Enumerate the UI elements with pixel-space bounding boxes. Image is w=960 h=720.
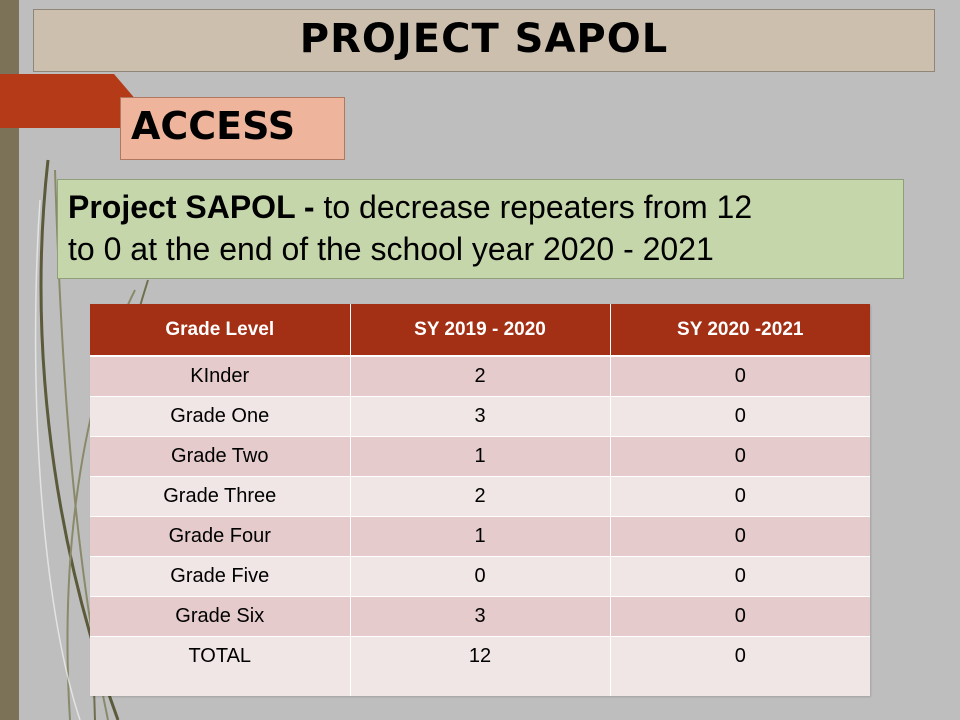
cell-total-2020-2021: 0 — [610, 637, 870, 697]
header-grade-level: Grade Level — [90, 304, 350, 356]
cell-sy-2020-2021: 0 — [610, 557, 870, 597]
title-banner — [33, 9, 935, 72]
cell-sy-2019-2020: 1 — [350, 517, 610, 557]
header-sy-2019-2020: SY 2019 - 2020 — [350, 304, 610, 356]
description-box — [57, 179, 904, 279]
description-line1: to decrease repeaters from 12 — [314, 189, 753, 225]
table-row — [90, 557, 870, 597]
cell-sy-2020-2021: 0 — [610, 397, 870, 437]
description-line2: to 0 at the end of the school year 2020 - 2021 — [68, 231, 714, 267]
cell-grade: Grade Two — [90, 437, 350, 477]
table-row — [90, 517, 870, 557]
cell-sy-2019-2020: 3 — [350, 597, 610, 637]
cell-grade: Grade Five — [90, 557, 350, 597]
cell-sy-2020-2021: 0 — [610, 477, 870, 517]
table-row — [90, 597, 870, 637]
cell-sy-2020-2021: 0 — [610, 437, 870, 477]
cell-sy-2019-2020: 2 — [350, 356, 610, 397]
section-label-box — [120, 97, 345, 160]
table-header-row — [90, 304, 870, 356]
header-sy-2020-2021: SY 2020 -2021 — [610, 304, 870, 356]
repeaters-table — [90, 304, 870, 696]
cell-sy-2019-2020: 1 — [350, 437, 610, 477]
cell-grade: Grade Six — [90, 597, 350, 637]
cell-sy-2019-2020: 3 — [350, 397, 610, 437]
cell-sy-2020-2021: 0 — [610, 517, 870, 557]
description-bold: Project SAPOL - — [68, 189, 315, 225]
table-row — [90, 437, 870, 477]
cell-total-label: TOTAL — [90, 637, 350, 697]
cell-grade: Grade Three — [90, 477, 350, 517]
cell-grade: Grade Four — [90, 517, 350, 557]
cell-sy-2020-2021: 0 — [610, 597, 870, 637]
cell-sy-2019-2020: 0 — [350, 557, 610, 597]
table-total-row — [90, 637, 870, 697]
cell-sy-2019-2020: 2 — [350, 477, 610, 517]
section-label: ACCESS — [131, 103, 296, 148]
table-row — [90, 477, 870, 517]
table-row — [90, 397, 870, 437]
table-row — [90, 356, 870, 397]
page-title: PROJECT SAPOL — [299, 15, 669, 62]
cell-grade: KInder — [90, 356, 350, 397]
cell-total-2019-2020: 12 — [350, 637, 610, 697]
cell-grade: Grade One — [90, 397, 350, 437]
cell-sy-2020-2021: 0 — [610, 356, 870, 397]
